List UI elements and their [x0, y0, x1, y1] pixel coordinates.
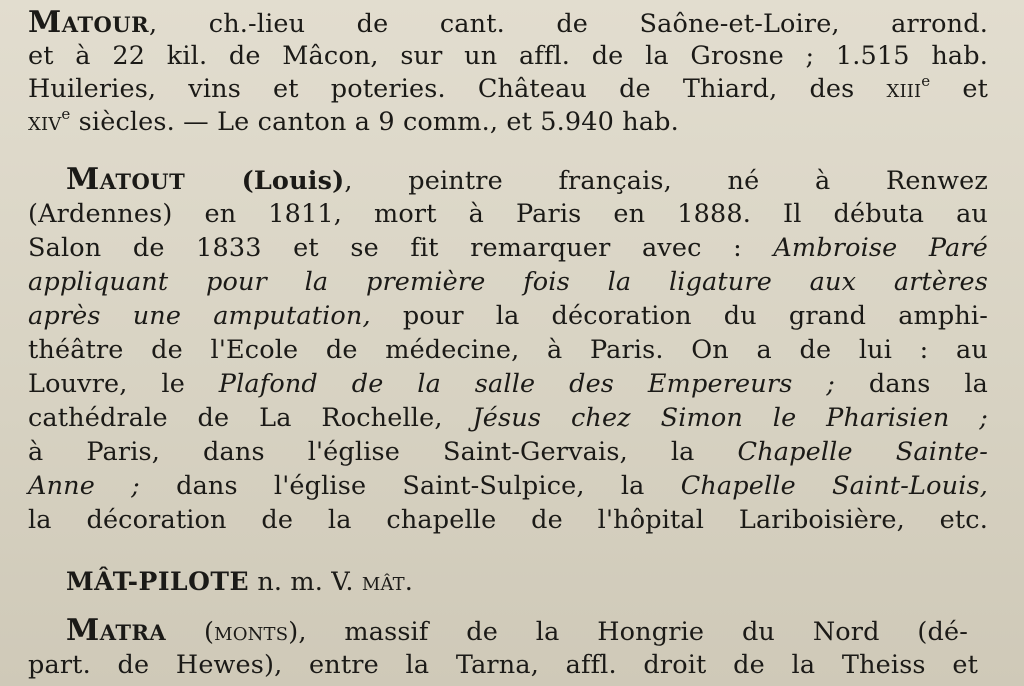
matra-line-1 [66, 614, 968, 649]
matout-line-9-a: à Paris, dans l'église Saint-Gervais, la [28, 437, 738, 467]
matout-line-5 [28, 299, 988, 333]
matout-line-7 [28, 367, 988, 401]
matour-line-1 [28, 6, 988, 41]
matout-line-5-rest: pour la décoration du grand amphi- [370, 301, 988, 331]
matout-line-10 [28, 469, 988, 503]
century-xiii-suffix: et [930, 74, 988, 104]
matout-line-8-a: cathédrale de La Rochelle, [28, 403, 473, 433]
matout-line-4: appliquant pour la première fois la ligature aux artères [28, 267, 988, 297]
matout-line-1-rest: , peintre français, né à Renwez [344, 166, 988, 196]
matout-line-5-italic: après une amputation, [28, 301, 371, 331]
matout-line-7-italic: Plafond de la salle des Empereurs ; [218, 369, 836, 399]
matout-line-10-italic: Anne ; [28, 471, 140, 501]
mat-pilote-ref: mât [361, 567, 405, 597]
matour-line-3-text: Huileries, vins et poteries. Château de Thiard, des [28, 74, 887, 104]
matout-line-3-italic: Ambroise Paré [773, 233, 988, 263]
matour-line-1-text: , ch.-lieu de cant. de Saône-et-Loire, arrond. [149, 9, 988, 39]
matout-line-7-b: dans la [835, 369, 988, 399]
matout-line-10-a: dans l'église Saint-Sulpice, la [139, 471, 681, 501]
mat-pilote-ref-end: . [404, 567, 414, 597]
matour-line-2: et à 22 kil. de Mâcon, sur un affl. de la Grosne ; 1.515 hab. [28, 41, 988, 71]
headword-matour: Matour [28, 5, 150, 40]
matout-line-8-italic: Jésus chez Simon le Pharisien ; [472, 403, 988, 433]
matra-paren-sc: monts [214, 617, 289, 647]
matout-line-11: la décoration de la chapelle de l'hôpital Lariboisière, etc. [28, 505, 988, 535]
matout-name: (Louis) [185, 166, 345, 196]
century-xiii: xiii [886, 74, 922, 104]
century-xiv-sup: e [61, 104, 71, 123]
headword-matra: Matra [66, 613, 167, 648]
matout-line-7-a: Louvre, le [28, 369, 219, 399]
matout-line-9 [28, 435, 988, 469]
century-xiv: xiv [28, 107, 62, 137]
matout-line-2: (Ardennes) en 1811, mort à Paris en 1888. Il débuta au [28, 199, 988, 229]
matra-line-1-rest: , massif de la Hongrie du Nord (dé- [298, 617, 968, 647]
headword-matout: Matout [66, 162, 186, 197]
headword-mat-pilote: MÂT-PILOTE [66, 567, 250, 596]
century-xiii-sup: e [921, 71, 931, 90]
matout-line-3-a: Salon de 1833 et se fit remarquer avec : [28, 233, 774, 263]
matra-line-2: part. de Hewes), entre la Tarna, affl. droit de la Theiss et [28, 650, 978, 680]
matour-line-3 [28, 72, 988, 106]
matout-line-10-italic-2: Chapelle Saint-Louis, [680, 471, 989, 501]
matour-line-4-text: siècles. — Le canton a 9 comm., et 5.940 hab. [70, 107, 679, 137]
mat-pilote-rest: n. m. V. [249, 567, 362, 597]
matout-line-3 [28, 231, 988, 265]
matout-line-1 [66, 163, 988, 198]
mat-pilote-line [66, 565, 666, 599]
matout-line-8 [28, 401, 988, 435]
matout-line-9-italic: Chapelle Sainte- [737, 437, 988, 467]
matra-paren-close: ) [288, 617, 299, 647]
matra-paren-open: ( [166, 617, 215, 647]
matout-line-6: théâtre de l'Ecole de médecine, à Paris. On a de lui : au [28, 335, 988, 365]
matour-line-4 [28, 105, 898, 139]
